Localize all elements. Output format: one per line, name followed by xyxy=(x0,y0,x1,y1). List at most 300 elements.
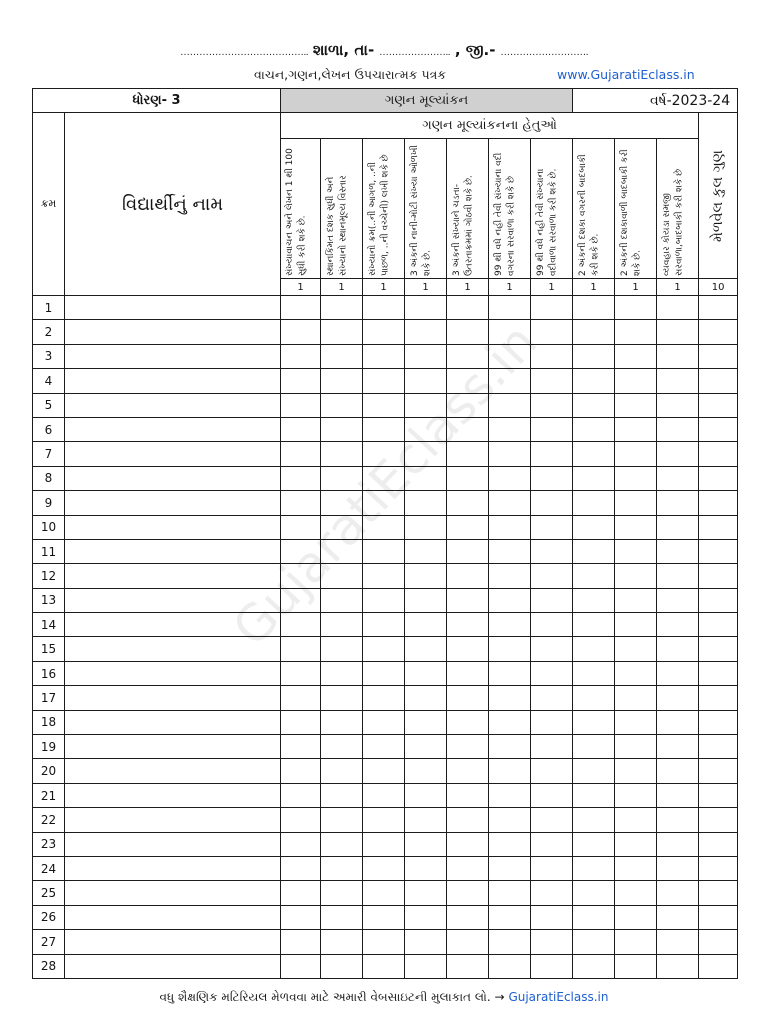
total-score-cell xyxy=(699,320,738,344)
objective-score-cell xyxy=(573,320,615,344)
school-name-blank: ………………………………….. xyxy=(179,47,309,58)
objective-score-cell xyxy=(281,661,321,685)
objective-marks-cell: 1 xyxy=(447,279,489,296)
objective-score-cell xyxy=(531,954,573,978)
objective-score-cell xyxy=(447,783,489,807)
objective-score-cell xyxy=(281,491,321,515)
total-score-cell xyxy=(699,296,738,320)
student-name-cell xyxy=(65,539,281,563)
objective-score-cell xyxy=(447,661,489,685)
objective-header-8 xyxy=(573,139,615,279)
footer-note xyxy=(0,988,768,1006)
objective-score-cell xyxy=(405,710,447,734)
objective-score-cell xyxy=(615,905,657,929)
objective-score-cell xyxy=(321,296,363,320)
objective-score-cell xyxy=(321,856,363,880)
section-title-cell: ગણન મૂલ્યાંકન xyxy=(281,89,573,113)
row-serial: 5 xyxy=(33,393,65,417)
row-serial: 16 xyxy=(33,661,65,685)
objective-score-cell xyxy=(489,930,531,954)
student-name-cell xyxy=(65,686,281,710)
objective-score-cell xyxy=(657,710,699,734)
objective-score-cell xyxy=(657,856,699,880)
row-serial: 1 xyxy=(33,296,65,320)
objective-score-cell xyxy=(447,344,489,368)
arrow-right-icon: → xyxy=(494,990,505,1004)
objective-header-text: વ્યવહાર કોયડા સમજી સરવાળા,બાદબાકી કરી શકે છે xyxy=(661,168,685,276)
objective-score-cell xyxy=(321,881,363,905)
objective-score-cell xyxy=(489,344,531,368)
objective-score-cell xyxy=(573,832,615,856)
objective-header-10 xyxy=(657,139,699,279)
objective-score-cell xyxy=(489,735,531,759)
objective-score-cell xyxy=(615,808,657,832)
student-row xyxy=(33,515,738,539)
objective-score-cell xyxy=(363,393,405,417)
objective-score-cell xyxy=(615,296,657,320)
objective-score-cell xyxy=(615,783,657,807)
student-name-cell xyxy=(65,905,281,929)
objective-score-cell xyxy=(321,539,363,563)
total-score-header xyxy=(699,113,738,279)
objective-score-cell xyxy=(657,759,699,783)
objective-score-cell xyxy=(363,539,405,563)
district-label: , જી.- xyxy=(454,41,496,59)
total-score-cell xyxy=(699,613,738,637)
objective-score-cell xyxy=(573,539,615,563)
objective-score-cell xyxy=(321,905,363,929)
student-row xyxy=(33,832,738,856)
row-serial: 12 xyxy=(33,564,65,588)
objective-marks-cell: 1 xyxy=(321,279,363,296)
total-score-cell xyxy=(699,466,738,490)
objective-score-cell xyxy=(363,832,405,856)
student-row xyxy=(33,637,738,661)
objective-score-cell xyxy=(615,856,657,880)
total-score-cell xyxy=(699,344,738,368)
objective-score-cell xyxy=(573,783,615,807)
total-score-cell xyxy=(699,491,738,515)
objective-score-cell xyxy=(615,735,657,759)
objective-score-cell xyxy=(281,637,321,661)
objective-score-cell xyxy=(321,442,363,466)
objective-score-cell xyxy=(531,759,573,783)
objective-score-cell xyxy=(615,661,657,685)
objective-score-cell xyxy=(281,320,321,344)
objective-score-cell xyxy=(531,856,573,880)
student-row xyxy=(33,735,738,759)
objective-score-cell xyxy=(281,930,321,954)
objective-score-cell xyxy=(405,686,447,710)
objective-score-cell xyxy=(573,613,615,637)
website-link: www.GujaratiEclass.in xyxy=(557,67,695,82)
total-score-cell xyxy=(699,686,738,710)
objective-score-cell xyxy=(531,393,573,417)
objective-score-cell xyxy=(573,466,615,490)
total-score-cell xyxy=(699,930,738,954)
objective-score-cell xyxy=(489,832,531,856)
objective-score-cell xyxy=(321,759,363,783)
objective-score-cell xyxy=(405,539,447,563)
objective-score-cell xyxy=(657,466,699,490)
objective-score-cell xyxy=(321,466,363,490)
row-serial: 20 xyxy=(33,759,65,783)
sheet-subtitle: વાચન,ગણન,લેખન ઉપચારાત્મક પત્રક xyxy=(254,67,447,82)
objective-score-cell xyxy=(657,613,699,637)
objective-score-cell xyxy=(405,881,447,905)
row-serial: 7 xyxy=(33,442,65,466)
objective-score-cell xyxy=(615,442,657,466)
objective-header-3 xyxy=(363,139,405,279)
objective-score-cell xyxy=(447,442,489,466)
district-blank: ………………………. xyxy=(500,47,589,58)
objective-score-cell xyxy=(531,613,573,637)
objective-score-cell xyxy=(615,613,657,637)
objective-score-cell xyxy=(531,881,573,905)
objective-score-cell xyxy=(405,637,447,661)
objective-score-cell xyxy=(321,491,363,515)
objective-score-cell xyxy=(405,783,447,807)
objective-score-cell xyxy=(615,954,657,978)
serial-header: ક્રમ xyxy=(33,113,65,296)
objective-score-cell xyxy=(489,783,531,807)
objective-marks-cell: 1 xyxy=(531,279,573,296)
student-name-cell xyxy=(65,930,281,954)
objective-score-cell xyxy=(321,417,363,441)
row-serial: 2 xyxy=(33,320,65,344)
objective-score-cell xyxy=(573,588,615,612)
objective-score-cell xyxy=(573,661,615,685)
objective-score-cell xyxy=(531,783,573,807)
objective-score-cell xyxy=(615,320,657,344)
objective-score-cell xyxy=(447,393,489,417)
objective-score-cell xyxy=(321,686,363,710)
objective-score-cell xyxy=(615,417,657,441)
objective-score-cell xyxy=(363,661,405,685)
row-serial: 22 xyxy=(33,808,65,832)
student-name-cell xyxy=(65,564,281,588)
total-score-cell xyxy=(699,369,738,393)
objective-score-cell xyxy=(573,856,615,880)
objective-score-cell xyxy=(531,296,573,320)
student-name-cell xyxy=(65,466,281,490)
student-name-cell xyxy=(65,783,281,807)
objective-score-cell xyxy=(281,539,321,563)
student-name-cell xyxy=(65,369,281,393)
student-row xyxy=(33,369,738,393)
student-name-cell xyxy=(65,881,281,905)
objective-score-cell xyxy=(531,466,573,490)
objective-score-cell xyxy=(363,856,405,880)
objective-score-cell xyxy=(405,759,447,783)
objective-score-cell xyxy=(573,417,615,441)
objective-score-cell xyxy=(489,564,531,588)
student-row xyxy=(33,661,738,685)
objective-score-cell xyxy=(447,539,489,563)
objective-score-cell xyxy=(657,369,699,393)
objective-score-cell xyxy=(489,466,531,490)
student-row xyxy=(33,320,738,344)
objective-score-cell xyxy=(573,296,615,320)
objective-header-text: સ્થાનકિંમત દશક સુધી અને સંખ્યાનો સ્થાનમૂલ્ય વિસ્તાર xyxy=(325,175,349,276)
objective-score-cell xyxy=(573,930,615,954)
row-serial: 27 xyxy=(33,930,65,954)
objective-score-cell xyxy=(447,588,489,612)
objective-score-cell xyxy=(615,466,657,490)
objective-score-cell xyxy=(447,637,489,661)
objective-score-cell xyxy=(573,369,615,393)
objective-score-cell xyxy=(531,710,573,734)
objective-score-cell xyxy=(321,344,363,368)
total-score-cell xyxy=(699,783,738,807)
objective-header-text: 99 થી વધે નહી તેવી સંખ્યાના વદીવાળા સરવાળા કરી શકે છે. xyxy=(535,168,559,276)
objective-score-cell xyxy=(657,783,699,807)
total-score-cell xyxy=(699,905,738,929)
objective-score-cell xyxy=(405,491,447,515)
objective-score-cell xyxy=(363,881,405,905)
row-serial: 13 xyxy=(33,588,65,612)
student-row xyxy=(33,881,738,905)
objective-score-cell xyxy=(447,417,489,441)
objective-score-cell xyxy=(489,905,531,929)
objective-header-text: 99 થી વધે નહી તેવી સંખ્યાના વદી વગરના સરવાળા કરી શકે છે xyxy=(493,152,517,276)
student-name-header: વિદ્યાર્થીનું નામ xyxy=(65,113,281,296)
objective-score-cell xyxy=(615,881,657,905)
objectives-title-row xyxy=(33,113,738,139)
objective-score-cell xyxy=(405,588,447,612)
objective-score-cell xyxy=(281,686,321,710)
objective-score-cell xyxy=(281,759,321,783)
objective-score-cell xyxy=(615,710,657,734)
objective-score-cell xyxy=(657,515,699,539)
student-name-cell xyxy=(65,515,281,539)
objective-score-cell xyxy=(321,588,363,612)
objective-score-cell xyxy=(281,856,321,880)
objective-score-cell xyxy=(573,515,615,539)
objective-score-cell xyxy=(531,344,573,368)
objective-score-cell xyxy=(321,954,363,978)
objective-score-cell xyxy=(489,881,531,905)
objective-score-cell xyxy=(657,686,699,710)
objective-score-cell xyxy=(321,808,363,832)
objective-score-cell xyxy=(531,930,573,954)
objective-score-cell xyxy=(489,515,531,539)
objective-score-cell xyxy=(363,905,405,929)
objective-score-cell xyxy=(363,491,405,515)
objective-score-cell xyxy=(531,417,573,441)
objective-score-cell xyxy=(363,515,405,539)
objective-marks-cell: 1 xyxy=(363,279,405,296)
objective-score-cell xyxy=(531,320,573,344)
objective-score-cell xyxy=(531,539,573,563)
objective-score-cell xyxy=(405,296,447,320)
total-score-cell xyxy=(699,564,738,588)
objective-score-cell xyxy=(405,832,447,856)
objective-header-text: સંખ્યાવાચન અને લેખન 1 થી 100 સુધી કરી શકે છે. xyxy=(285,148,308,276)
assessment-table xyxy=(32,88,738,979)
objective-score-cell xyxy=(489,637,531,661)
objective-score-cell xyxy=(531,661,573,685)
objective-score-cell xyxy=(405,417,447,441)
objective-score-cell xyxy=(615,539,657,563)
objective-score-cell xyxy=(573,881,615,905)
objective-score-cell xyxy=(405,954,447,978)
objective-score-cell xyxy=(615,344,657,368)
grade-cell: ધોરણ- 3 xyxy=(33,89,281,113)
objective-score-cell xyxy=(321,637,363,661)
objective-marks-cell: 1 xyxy=(573,279,615,296)
objective-score-cell xyxy=(657,735,699,759)
objective-header-text: 3 અંકની સંખ્યાને ચડતા-ઉતરતાક્રમમાં ગોઠવી શકે છે. xyxy=(451,175,475,276)
objective-score-cell xyxy=(447,686,489,710)
objective-score-cell xyxy=(573,344,615,368)
row-serial: 21 xyxy=(33,783,65,807)
objective-score-cell xyxy=(321,515,363,539)
objective-score-cell xyxy=(321,369,363,393)
objective-score-cell xyxy=(281,905,321,929)
total-score-cell xyxy=(699,832,738,856)
student-row xyxy=(33,466,738,490)
objective-score-cell xyxy=(405,515,447,539)
objective-header-1 xyxy=(281,139,321,279)
student-name-cell xyxy=(65,613,281,637)
objective-score-cell xyxy=(281,417,321,441)
objective-score-cell xyxy=(489,686,531,710)
objective-score-cell xyxy=(531,491,573,515)
student-row xyxy=(33,539,738,563)
total-score-cell xyxy=(699,588,738,612)
form-header-line xyxy=(0,40,768,63)
objective-score-cell xyxy=(321,930,363,954)
objective-score-cell xyxy=(573,954,615,978)
objective-score-cell xyxy=(489,710,531,734)
objective-score-cell xyxy=(281,954,321,978)
total-score-cell xyxy=(699,710,738,734)
objective-score-cell xyxy=(363,564,405,588)
objective-header-2 xyxy=(321,139,363,279)
objective-score-cell xyxy=(363,296,405,320)
objective-score-cell xyxy=(615,369,657,393)
objective-score-cell xyxy=(657,881,699,905)
objective-header-7 xyxy=(531,139,573,279)
row-serial: 9 xyxy=(33,491,65,515)
objective-score-cell xyxy=(281,296,321,320)
objective-score-cell xyxy=(615,564,657,588)
student-name-cell xyxy=(65,442,281,466)
objective-score-cell xyxy=(615,515,657,539)
objective-score-cell xyxy=(489,320,531,344)
objective-score-cell xyxy=(405,369,447,393)
objective-score-cell xyxy=(405,320,447,344)
year-cell: વર્ષ-2023-24 xyxy=(573,89,738,113)
student-name-cell xyxy=(65,832,281,856)
objective-score-cell xyxy=(657,344,699,368)
objective-score-cell xyxy=(657,808,699,832)
objective-score-cell xyxy=(447,491,489,515)
objective-score-cell xyxy=(615,491,657,515)
objective-score-cell xyxy=(447,759,489,783)
objective-score-cell xyxy=(405,930,447,954)
row-serial: 4 xyxy=(33,369,65,393)
objective-score-cell xyxy=(363,466,405,490)
objective-score-cell xyxy=(489,613,531,637)
objective-score-cell xyxy=(573,808,615,832)
objective-score-cell xyxy=(321,735,363,759)
student-name-cell xyxy=(65,661,281,685)
objective-score-cell xyxy=(489,442,531,466)
total-score-header-label: મેળવેલ કુલ ગુણ xyxy=(710,149,727,242)
objective-score-cell xyxy=(363,930,405,954)
objective-score-cell xyxy=(573,759,615,783)
objective-score-cell xyxy=(531,369,573,393)
objective-score-cell xyxy=(281,832,321,856)
objectives-title: ગણન મૂલ્યાંકનના હેતુઓ xyxy=(281,113,699,139)
student-row xyxy=(33,686,738,710)
watermark: GujaratiEclass.in xyxy=(221,312,549,658)
objective-marks-cell: 1 xyxy=(405,279,447,296)
objective-score-cell xyxy=(281,369,321,393)
objective-score-cell xyxy=(615,832,657,856)
objective-score-cell xyxy=(489,369,531,393)
objective-score-cell xyxy=(363,954,405,978)
objective-score-cell xyxy=(363,759,405,783)
objective-score-cell xyxy=(573,686,615,710)
total-score-cell xyxy=(699,735,738,759)
objective-score-cell xyxy=(405,905,447,929)
row-serial: 10 xyxy=(33,515,65,539)
objective-score-cell xyxy=(447,881,489,905)
objective-score-cell xyxy=(447,856,489,880)
objective-score-cell xyxy=(489,759,531,783)
objective-score-cell xyxy=(405,735,447,759)
objective-header-text: 3 અંકની નાની-મોટી સંખ્યા ઓળખી શકે છે. xyxy=(409,145,433,276)
objective-score-cell xyxy=(447,564,489,588)
objective-score-cell xyxy=(489,417,531,441)
student-row xyxy=(33,613,738,637)
objective-header-text: 2 અંકની દશકા વગરની બાદબાકી કરી શકે છે. xyxy=(577,154,601,276)
objective-score-cell xyxy=(447,613,489,637)
objective-score-cell xyxy=(281,588,321,612)
objective-score-cell xyxy=(489,296,531,320)
footer-text: વધુ શૈક્ષણિક મટિરિયલ મેળવવા માટે અમારી વેબસાઇટની મુલાકાત લો. xyxy=(159,990,491,1004)
objective-score-cell xyxy=(405,442,447,466)
student-row xyxy=(33,954,738,978)
student-row xyxy=(33,783,738,807)
objective-score-cell xyxy=(573,710,615,734)
row-serial: 23 xyxy=(33,832,65,856)
objective-score-cell xyxy=(447,954,489,978)
objective-score-cell xyxy=(447,369,489,393)
objective-score-cell xyxy=(573,905,615,929)
student-row xyxy=(33,296,738,320)
objective-score-cell xyxy=(405,564,447,588)
objective-score-cell xyxy=(363,369,405,393)
row-serial: 3 xyxy=(33,344,65,368)
objective-score-cell xyxy=(281,393,321,417)
objective-score-cell xyxy=(657,930,699,954)
row-serial: 11 xyxy=(33,539,65,563)
objective-header-4 xyxy=(405,139,447,279)
objective-score-cell xyxy=(363,783,405,807)
objective-score-cell xyxy=(281,881,321,905)
student-row xyxy=(33,856,738,880)
objective-header-9 xyxy=(615,139,657,279)
objective-score-cell xyxy=(447,808,489,832)
objective-score-cell xyxy=(363,588,405,612)
total-score-cell xyxy=(699,393,738,417)
objective-marks-cell: 1 xyxy=(615,279,657,296)
total-score-cell xyxy=(699,637,738,661)
